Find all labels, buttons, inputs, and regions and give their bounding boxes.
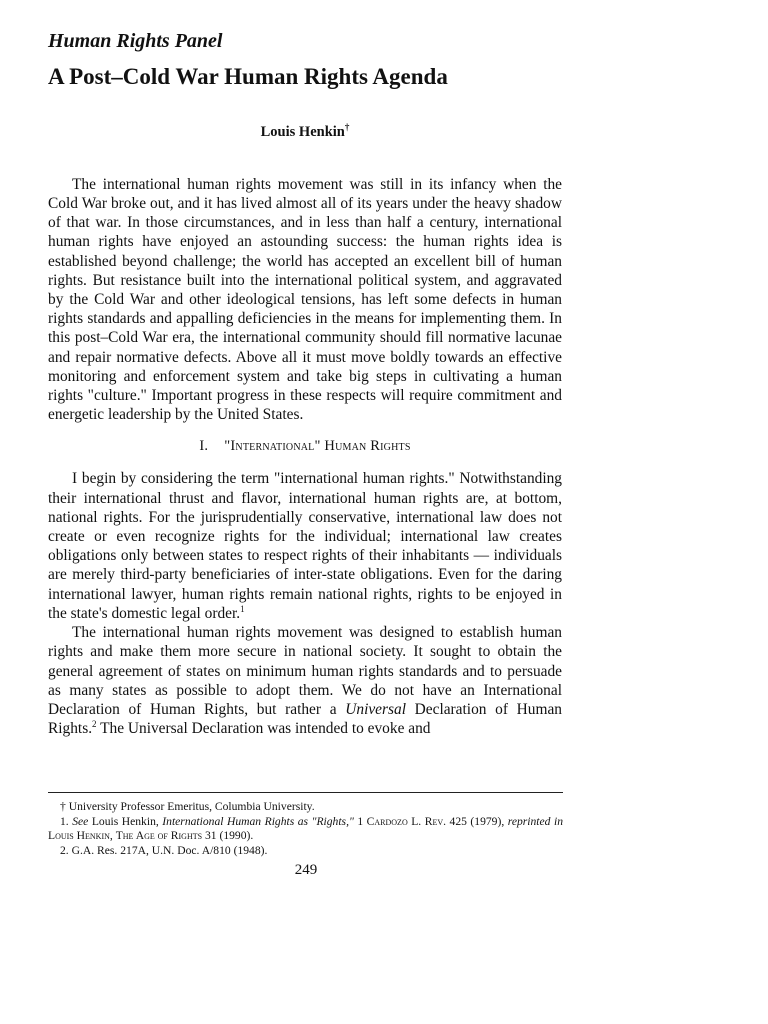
- footnote-1: [48, 815, 563, 844]
- intro-paragraph: The international human rights movement was still in its infancy when the Cold War broke out, and it has lived almost all of its years under the heavy shadow of that war. In those circumstances, and in less than half a century, international human rights have enjoyed an astounding success: the human rights idea is established beyond challenge; the world has accepted an excellent bill of human rights. But resistance built into the international political system, and aggravated by the Cold War and other ideological tensions, has left some defects in human rights standards and appalling deficiencies in the means for implementing them. In this post–Cold War era, the international community should fill normative lacunae and repair normative defects. Above all it must move boldly towards an effective monitoring and enforcement system and take big steps in cultivating a human rights "culture." Important progress in these respects will require commitment and energetic leadership by the United States.: [48, 175, 562, 424]
- footnote-1-book-page: 31 (1990).: [202, 829, 254, 842]
- section-heading: [48, 438, 562, 455]
- footnote-dagger: † University Professor Emeritus, Columbia University.: [60, 800, 315, 813]
- footnote-divider: [48, 792, 563, 793]
- intro-section: [48, 175, 562, 425]
- section-paragraph-2: [48, 623, 562, 738]
- section-title: "International" Human Rights: [224, 438, 411, 455]
- paragraph-2-text-b: Declaration of Human Rights.: [48, 700, 562, 738]
- footnote-1-journal: Cardozo L. Rev.: [366, 814, 447, 828]
- article-title: A Post–Cold War Human Rights Agenda: [48, 64, 448, 89]
- footnote-1-reprinted: reprinted in: [507, 814, 563, 828]
- section-body: [48, 469, 562, 738]
- footnote-2-number: 2.: [60, 843, 69, 857]
- panel-label: Human Rights Panel: [48, 30, 223, 52]
- footnote-1-comma: ,: [109, 829, 116, 842]
- footnote-ref-2: 2: [92, 718, 97, 729]
- footnote-1-author: Louis Henkin,: [88, 814, 163, 828]
- footnote-1-article-title: International Human Rights as "Rights,": [162, 814, 354, 828]
- author-byline: [48, 122, 562, 141]
- footnote-1-number: 1.: [60, 814, 69, 828]
- footnote-ref-1: 1: [240, 603, 245, 614]
- footnote-1-book-title: The Age of Rights: [115, 829, 203, 842]
- footnote-1-volume: 1: [353, 814, 367, 828]
- section-number: I.: [199, 438, 209, 455]
- paragraph-2-emphasis: Universal: [345, 700, 406, 718]
- paragraph-2-text-a: The international human rights movement was designed to establish human rights and make them more secure in national society. It sought to obtain the general agreement of states on minimum human rights standards and to persuade as many states as possible to adopt them. We do not have an International Declaration of Human Rights, but rather a: [48, 624, 562, 718]
- paragraph-1-text: I begin by considering the term "international human rights." Notwithstanding their international thrust and flavor, international human rights are, at bottom, national rights. For the jurisprudentially conservative, international law does not create or even recognize rights for the individual; international law creates obligations only between states to respect rights of their inhabitants — individuals are merely third-party beneficiaries of inter-state obligations. Even for the daring international lawyer, human rights remain national rights, rights to be enjoyed in the state's domestic legal order.: [48, 470, 562, 622]
- author-footnote-mark: †: [344, 122, 350, 132]
- footnote-1-pages: 425 (1979),: [446, 814, 508, 828]
- author-name: Louis Henkin: [260, 123, 345, 140]
- article-page: [48, 28, 562, 738]
- footnotes: [48, 800, 563, 858]
- section-paragraph-1: [48, 469, 562, 623]
- footnote-2: [48, 844, 563, 859]
- page-number: 249: [294, 862, 318, 878]
- footnote-2-text: G.A. Res. 217A, U.N. Doc. A/810 (1948).: [68, 843, 268, 857]
- footnote-1-book-author: Louis Henkin: [48, 829, 110, 842]
- paragraph-2-text-c: The Universal Declaration was intended to evoke and: [96, 720, 431, 738]
- footnote-1-signal: See: [72, 814, 89, 828]
